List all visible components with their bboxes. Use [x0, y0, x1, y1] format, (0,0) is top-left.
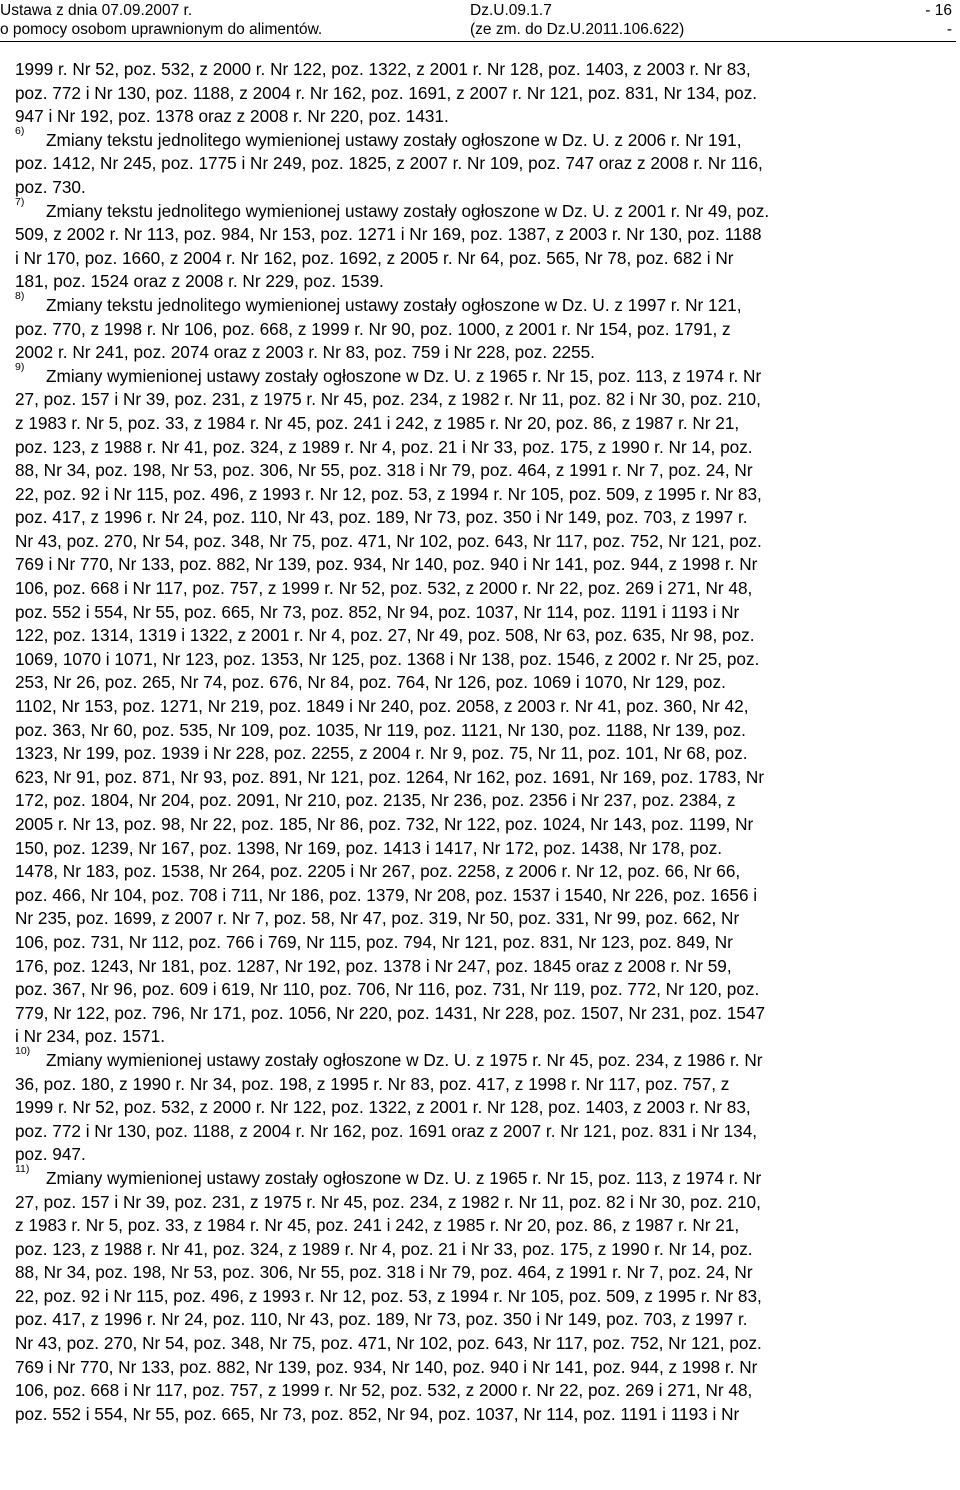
footnote-line: 1999 r. Nr 52, poz. 532, z 2000 r. Nr 122, poz. 1322, z 2001 r. Nr 128, poz. 1403, z 2003 r. Nr 83, [15, 1097, 751, 1118]
footnote-line: 106, poz. 668 i Nr 117, poz. 757, z 1999 r. Nr 52, poz. 532, z 2000 r. Nr 22, poz. 269 i 271, Nr 48, [15, 578, 753, 599]
footnote-line: poz. 947. [15, 1144, 86, 1165]
footnote-line: poz. 770, z 1998 r. Nr 106, poz. 668, z 1999 r. Nr 90, poz. 1000, z 2001 r. Nr 154, poz. 1791, z [15, 318, 731, 339]
footnote-line: poz. 417, z 1996 r. Nr 24, poz. 110, Nr 43, poz. 189, Nr 73, poz. 350 i Nr 149, poz. 703, z 1997 r. [15, 1309, 748, 1330]
footnote-line: Nr 43, poz. 270, Nr 54, poz. 348, Nr 75, poz. 471, Nr 102, poz. 643, Nr 117, poz. 752, Nr 121, poz. [15, 1333, 762, 1354]
footnote [15, 1162, 945, 1427]
footnote-line: poz. 1412, Nr 245, poz. 1775 i Nr 249, poz. 1825, z 2007 r. Nr 109, poz. 747 oraz z 2008 r. Nr 116, [15, 153, 763, 174]
footnote-line: poz. 367, Nr 96, poz. 609 i 619, Nr 110, poz. 706, Nr 116, poz. 731, Nr 119, poz. 772, Nr 120, poz. [15, 979, 760, 1000]
footnote-line: Zmiany tekstu jednolitego wymienionej ustawy zostały ogłoszone w Dz. U. z 1997 r. Nr 121, [46, 294, 742, 315]
footnote [15, 195, 945, 294]
footnote-line: 947 i Nr 192, poz. 1378 oraz z 2008 r. Nr 220, poz. 1431. [15, 106, 449, 127]
footnote-line: z 1983 r. Nr 5, poz. 33, z 1984 r. Nr 45, poz. 241 i 242, z 1985 r. Nr 20, poz. 86, z 1987 r. Nr 21, [15, 412, 740, 433]
header-act-title [0, 1, 322, 39]
footnote-line: poz. 552 i 554, Nr 55, poz. 665, Nr 73, poz. 852, Nr 94, poz. 1037, Nr 114, poz. 1191 i 1193 i Nr [15, 601, 740, 622]
footnote-line: i Nr 234, poz. 1571. [15, 1026, 166, 1047]
footnote-marker: 6) [15, 124, 25, 137]
header-amendments: (ze zm. do Dz.U.2011.106.622) [470, 21, 685, 38]
footnote-line: 181, poz. 1524 oraz z 2008 r. Nr 229, poz. 1539. [15, 271, 384, 292]
footnote-line: poz. 552 i 554, Nr 55, poz. 665, Nr 73, poz. 852, Nr 94, poz. 1037, Nr 114, poz. 1191 i 1193 i Nr [15, 1403, 740, 1424]
footnote-marker: 8) [15, 289, 25, 302]
footnote-line: i Nr 170, poz. 1660, z 2004 r. Nr 162, poz. 1692, z 2005 r. Nr 64, poz. 565, Nr 78, poz. 682 i Nr [15, 247, 734, 268]
footnote-line: 88, Nr 34, poz. 198, Nr 53, poz. 306, Nr 55, poz. 318 i Nr 79, poz. 464, z 1991 r. Nr 7, poz. 24, Nr [15, 460, 753, 481]
footnote-line: 1069, 1070 i 1071, Nr 123, poz. 1353, Nr 125, poz. 1368 i Nr 138, poz. 1546, z 2002 r. Nr 25, poz. [15, 648, 760, 669]
footnote-line: poz. 417, z 1996 r. Nr 24, poz. 110, Nr 43, poz. 189, Nr 73, poz. 350 i Nr 149, poz. 703, z 1997 r. [15, 507, 748, 528]
page-number [925, 1, 952, 39]
footnote-line: 150, poz. 1239, Nr 167, poz. 1398, Nr 169, poz. 1413 i 1417, Nr 172, poz. 1438, Nr 178, poz. [15, 837, 723, 858]
footnote-line: 253, Nr 26, poz. 265, Nr 74, poz. 676, Nr 84, poz. 764, Nr 126, poz. 1069 i 1070, Nr 129, poz. [15, 672, 726, 693]
header-act-subject: o pomocy osobom uprawnionym do alimentów. [0, 21, 323, 38]
header-journal-number: Dz.U.09.1.7 [470, 2, 552, 19]
footnote-line: 779, Nr 122, poz. 796, Nr 171, poz. 1056, Nr 220, poz. 1431, Nr 228, poz. 1507, Nr 231, poz. 1547 [15, 1002, 766, 1023]
header-act-date: Ustawa z dnia 07.09.2007 r. [0, 2, 193, 19]
footnote-marker: 11) [15, 1162, 30, 1175]
footnote-line: poz. 123, z 1988 r. Nr 41, poz. 324, z 1989 r. Nr 4, poz. 21 i Nr 33, poz. 175, z 1990 r. Nr 14, poz. [15, 1238, 753, 1259]
footnote-line: poz. 123, z 1988 r. Nr 41, poz. 324, z 1989 r. Nr 4, poz. 21 i Nr 33, poz. 175, z 1990 r. Nr 14, poz. [15, 436, 753, 457]
footnote-line: 22, poz. 92 i Nr 115, poz. 496, z 1993 r. Nr 12, poz. 53, z 1994 r. Nr 105, poz. 509, z 1995 r. Nr 83, [15, 483, 762, 504]
footnote-line: 1478, Nr 183, poz. 1538, Nr 264, poz. 2205 i Nr 267, poz. 2258, z 2006 r. Nr 12, poz. 66, Nr 66, [15, 861, 741, 882]
header-journal-reference [470, 1, 684, 39]
footnote-line: poz. 772 i Nr 130, poz. 1188, z 2004 r. Nr 162, poz. 1691 oraz z 2007 r. Nr 121, poz. 831 i Nr 134, [15, 1120, 758, 1141]
footnote-line: Zmiany tekstu jednolitego wymienionej ustawy zostały ogłoszone w Dz. U. z 2001 r. Nr 49, poz. [46, 200, 770, 221]
footnote-line: 36, poz. 180, z 1990 r. Nr 34, poz. 198, z 1995 r. Nr 83, poz. 417, z 1998 r. Nr 117, poz. 757, z [15, 1073, 730, 1094]
footnote-line: 509, z 2002 r. Nr 113, poz. 984, Nr 153, poz. 1271 i Nr 169, poz. 1387, z 2003 r. Nr 130, poz. 1188 [15, 224, 762, 245]
footnote-line: 88, Nr 34, poz. 198, Nr 53, poz. 306, Nr 55, poz. 318 i Nr 79, poz. 464, z 1991 r. Nr 7, poz. 24, Nr [15, 1262, 753, 1283]
page-number-value: - 16 [925, 2, 952, 19]
footnote-line: 106, poz. 668 i Nr 117, poz. 757, z 1999 r. Nr 52, poz. 532, z 2000 r. Nr 22, poz. 269 i 271, Nr 48, [15, 1380, 753, 1401]
header-divider [0, 41, 956, 42]
footnote [15, 289, 945, 365]
footnote [15, 360, 945, 1049]
footnote-line: 2005 r. Nr 13, poz. 98, Nr 22, poz. 185, Nr 86, poz. 732, Nr 122, poz. 1024, Nr 143, poz. 1199, Nr [15, 814, 754, 834]
footnote-line: Zmiany wymienionej ustawy zostały ogłoszone w Dz. U. z 1975 r. Nr 45, poz. 234, z 1986 r. Nr [46, 1049, 763, 1070]
footnote-marker: 10) [15, 1044, 31, 1057]
footnote-line: 106, poz. 731, Nr 112, poz. 766 i 769, Nr 115, poz. 794, Nr 121, poz. 831, Nr 123, poz. 849, Nr [15, 931, 733, 952]
footnotes-section [15, 58, 945, 1426]
footnote-line: Nr 43, poz. 270, Nr 54, poz. 348, Nr 75, poz. 471, Nr 102, poz. 643, Nr 117, poz. 752, Nr 121, poz. [15, 530, 762, 551]
page-header [0, 0, 960, 42]
footnote-line: 1999 r. Nr 52, poz. 532, z 2000 r. Nr 122, poz. 1322, z 2001 r. Nr 128, poz. 1403, z 2003 r. Nr 83, [15, 59, 751, 79]
footnote-line: 172, poz. 1804, Nr 204, poz. 2091, Nr 210, poz. 2135, Nr 236, poz. 2356 i Nr 237, poz. 2384, z [15, 790, 736, 811]
footnote-line: z 1983 r. Nr 5, poz. 33, z 1984 r. Nr 45, poz. 241 i 242, z 1985 r. Nr 20, poz. 86, z 1987 r. Nr 21, [15, 1215, 740, 1236]
footnote [15, 124, 945, 200]
footnote [15, 1044, 945, 1167]
footnote-marker: 7) [15, 195, 25, 208]
footnote-line: Zmiany tekstu jednolitego wymienionej ustawy zostały ogłoszone w Dz. U. z 2006 r. Nr 191, [46, 129, 742, 150]
footnote-line: 22, poz. 92 i Nr 115, poz. 496, z 1993 r. Nr 12, poz. 53, z 1994 r. Nr 105, poz. 509, z 1995 r. Nr 83, [15, 1285, 762, 1306]
footnote-line: 122, poz. 1314, 1319 i 1322, z 2001 r. Nr 4, poz. 27, Nr 49, poz. 508, Nr 63, poz. 635, Nr 98, poz. [15, 625, 755, 646]
footnote-line: 623, Nr 91, poz. 871, Nr 93, poz. 891, Nr 121, poz. 1264, Nr 162, poz. 1691, Nr 169, poz. 1783, Nr [15, 766, 765, 787]
footnote-line: poz. 466, Nr 104, poz. 708 i 711, Nr 186, poz. 1379, Nr 208, poz. 1537 i 1540, Nr 226, poz. 1656 i [15, 884, 758, 905]
footnote-line: poz. 772 i Nr 130, poz. 1188, z 2004 r. Nr 162, poz. 1691, z 2007 r. Nr 121, poz. 831, Nr 134, poz. [15, 82, 758, 103]
footnote-line: poz. 363, Nr 60, poz. 535, Nr 109, poz. 1035, Nr 119, poz. 1121, Nr 130, poz. 1188, Nr 139, poz. [15, 719, 746, 740]
footnote [15, 58, 945, 129]
footnote-line: 2002 r. Nr 241, poz. 2074 oraz z 2003 r. Nr 83, poz. 759 i Nr 228, poz. 2255. [15, 342, 595, 363]
footnote-line: Zmiany wymienionej ustawy zostały ogłoszone w Dz. U. z 1965 r. Nr 15, poz. 113, z 1974 r. Nr [46, 365, 762, 386]
footnote-line: Zmiany wymienionej ustawy zostały ogłoszone w Dz. U. z 1965 r. Nr 15, poz. 113, z 1974 r. Nr [46, 1167, 762, 1188]
footnote-line: 27, poz. 157 i Nr 39, poz. 231, z 1975 r. Nr 45, poz. 234, z 1982 r. Nr 11, poz. 82 i Nr 30, poz. 210, [15, 1191, 761, 1212]
footnote-marker: 9) [15, 360, 25, 373]
footnote-line: 769 i Nr 770, Nr 133, poz. 882, Nr 139, poz. 934, Nr 140, poz. 940 i Nr 141, poz. 944, z 1998 r. Nr [15, 554, 758, 575]
footnote-line: 769 i Nr 770, Nr 133, poz. 882, Nr 139, poz. 934, Nr 140, poz. 940 i Nr 141, poz. 944, z 1998 r. Nr [15, 1356, 758, 1377]
footnote-line: poz. 730. [15, 176, 86, 197]
page-number-trailer: - [946, 21, 952, 38]
footnote-line: 1323, Nr 199, poz. 1939 i Nr 228, poz. 2255, z 2004 r. Nr 9, poz. 75, Nr 11, poz. 101, Nr 68, poz. [15, 743, 748, 764]
footnote-line: 176, poz. 1243, Nr 181, poz. 1287, Nr 192, poz. 1378 i Nr 247, poz. 1845 oraz z 2008 r. Nr 59, [15, 955, 732, 976]
footnote-line: 1102, Nr 153, poz. 1271, Nr 219, poz. 1849 i Nr 240, poz. 2058, z 2003 r. Nr 41, poz. 360, Nr 42, [15, 696, 749, 717]
footnote-line: Nr 235, poz. 1699, z 2007 r. Nr 7, poz. 58, Nr 47, poz. 319, Nr 50, poz. 331, Nr 99, poz. 662, Nr [15, 908, 740, 929]
footnote-line: 27, poz. 157 i Nr 39, poz. 231, z 1975 r. Nr 45, poz. 234, z 1982 r. Nr 11, poz. 82 i Nr 30, poz. 210, [15, 389, 761, 410]
